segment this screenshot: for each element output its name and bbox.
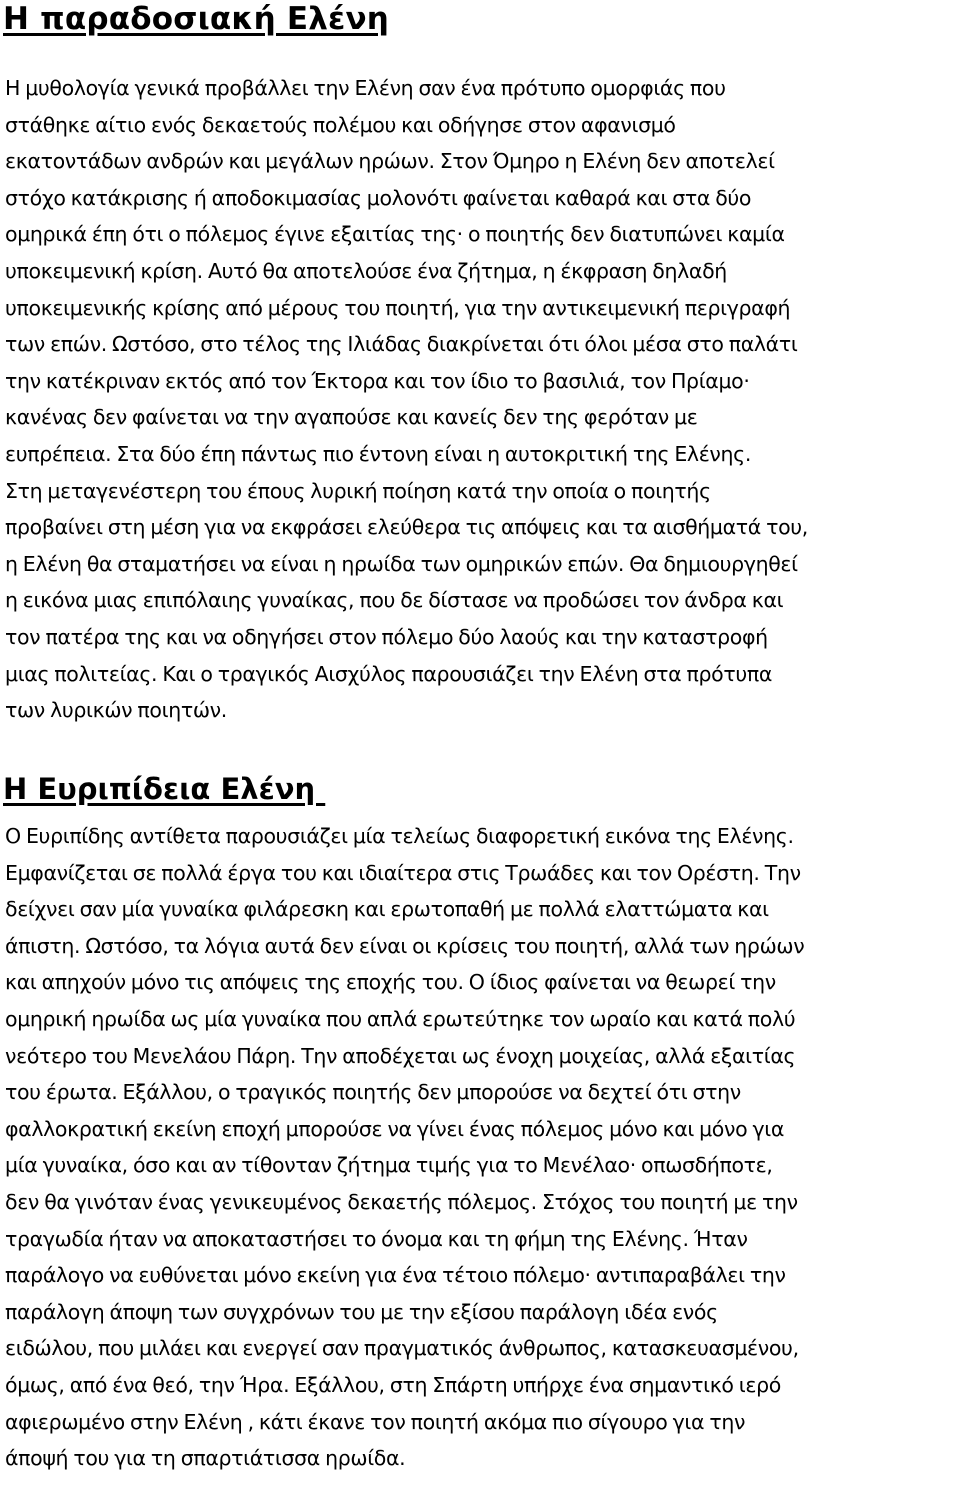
- text-line: ειδώλου, που μιλάει και ενεργεί σαν πραγματικός άνθρωπος, κατασκευασμένου,: [5, 1336, 799, 1361]
- text-line: του έρωτα. Εξάλλου, ο τραγικός ποιητής δεν μπορούσε να δεχτεί ότι στην: [5, 1080, 741, 1105]
- text-line: δεν θα γινόταν ένας γενικευμένος δεκαετής πόλεμος. Στόχος του ποιητή με την: [5, 1189, 798, 1214]
- text-line: ευπρέπεια. Στα δύο έπη πάντως πιο έντονη είναι η αυτοκριτική της Ελένης.: [5, 441, 752, 466]
- text-line: νεότερο του Μενελάου Πάρη. Την αποδέχεται ως ένοχη μοιχείας, αλλά εξαιτίας: [5, 1043, 796, 1068]
- text-line: Ο Ευριπίδης αντίθετα παρουσιάζει μία τελείως διαφορετική εικόνα της Ελένης.: [5, 824, 794, 848]
- text-line: Στη μεταγενέστερη του έπους λυρική ποίηση κατά την οποία ο ποιητής: [5, 478, 711, 503]
- text-line: τραγωδία ήταν να αποκαταστήσει το όνομα και τη φήμη της Ελένης. Ήταν: [5, 1226, 748, 1251]
- text-line: στάθηκε αίτιο ενός δεκαετούς πολέμου και οδήγησε στον αφανισμό: [5, 112, 676, 137]
- text-line: την κατέκριναν εκτός από τον Έκτορα και τον ίδιο το βασιλιά, τον Πρίαμο·: [5, 368, 750, 393]
- paragraph-traditional-helen: [5, 70, 808, 729]
- text-line: των λυρικών ποιητών.: [5, 698, 227, 723]
- text-line: ομηρικά έπη ότι ο πόλεμος έγινε εξαιτίας της· ο ποιητής δεν διατυπώνει καμία: [5, 222, 785, 247]
- text-line: παράλογη άποψη των συγχρόνων του με την εξίσου παράλογη ιδέα ενός: [5, 1299, 718, 1324]
- text-line: μία γυναίκα, όσο και αν τίθονταν ζήτημα τιμής για το Μενέλαο· οπωσδήποτε,: [5, 1153, 773, 1178]
- text-line: Εμφανίζεται σε πολλά έργα του και ιδιαίτερα στις Τρωάδες και τον Ορέστη. Την: [5, 860, 801, 885]
- text-line: αφιερωμένο στην Ελένη , κάτι έκανε τον ποιητή ακόμα πιο σίγουρο για την: [5, 1409, 746, 1434]
- text-line: υποκειμενικής κρίσης από μέρους του ποιητή, για την αντικειμενική περιγραφή: [5, 295, 791, 320]
- section-heading-euripidean-helen: Η Ευριπίδεια Ελένη: [3, 772, 326, 806]
- section-heading-traditional-helen: Η παραδοσιακή Ελένη: [3, 1, 390, 37]
- text-line: και απηχούν μόνο τις απόψεις της εποχής του. Ο ίδιος φαίνεται να θεωρεί την: [5, 970, 776, 995]
- paragraph-euripidean-helen: [5, 818, 804, 1477]
- text-line: άποψή του για τη σπαρτιάτισσα ηρωίδα.: [5, 1446, 406, 1471]
- text-line: μιας πολιτείας. Και ο τραγικός Αισχύλος παρουσιάζει την Ελένη στα πρότυπα: [5, 661, 772, 686]
- text-line: ομηρική ηρωίδα ως μία γυναίκα που απλά ερωτεύτηκε τον ωραίο και κατά πολύ: [5, 1006, 796, 1031]
- text-line: παράλογο να ευθύνεται μόνο εκείνη για ένα τέτοιο πόλεμο· αντιπαραβάλει την: [5, 1263, 786, 1288]
- text-line: τον πατέρα της και να οδηγήσει στον πόλεμο δύο λαούς και την καταστροφή: [5, 624, 768, 649]
- text-line: στόχο κατάκρισης ή αποδοκιμασίας μολονότι φαίνεται καθαρά και στα δύο: [5, 185, 752, 210]
- text-line: δείχνει σαν μία γυναίκα φιλάρεσκη και ερωτοπαθή με πολλά ελαττώματα και: [5, 897, 769, 922]
- text-line: υποκειμενική κρίση. Αυτό θα αποτελούσε ένα ζήτημα, η έκφραση δηλαδή: [5, 258, 727, 283]
- text-line: των επών. Ωστόσο, στο τέλος της Ιλιάδας διακρίνεται ότι όλοι μέσα στο παλάτι: [5, 332, 798, 357]
- text-line: φαλλοκρατική εκείνη εποχή μπορούσε να γίνει ένας πόλεμος μόνο και μόνο για: [5, 1116, 784, 1141]
- text-line: η εικόνα μιας επιπόλαιης γυναίκας, που δε δίστασε να προδώσει τον άνδρα και: [5, 588, 784, 613]
- text-line: εκατοντάδων ανδρών και μεγάλων ηρώων. Στον Όμηρο η Ελένη δεν αποτελεί: [5, 149, 775, 174]
- text-line: όμως, από ένα θεό, την Ήρα. Εξάλλου, στη Σπάρτη υπήρχε ένα σημαντικό ιερό: [5, 1372, 781, 1397]
- text-line: άπιστη. Ωστόσο, τα λόγια αυτά δεν είναι οι κρίσεις του ποιητή, αλλά των ηρώων: [5, 933, 805, 958]
- text-line: Η μυθολογία γενικά προβάλλει την Ελένη σαν ένα πρότυπο ομορφιάς που: [5, 76, 726, 100]
- text-line: κανένας δεν φαίνεται να την αγαπούσε και κανείς δεν της φερόταν με: [5, 405, 698, 430]
- text-line: προβαίνει στη μέση για να εκφράσει ελεύθερα τις απόψεις και τα αισθήματά του,: [5, 515, 808, 540]
- text-line: η Ελένη θα σταματήσει να είναι η ηρωίδα των ομηρικών επών. Θα δημιουργηθεί: [5, 551, 798, 576]
